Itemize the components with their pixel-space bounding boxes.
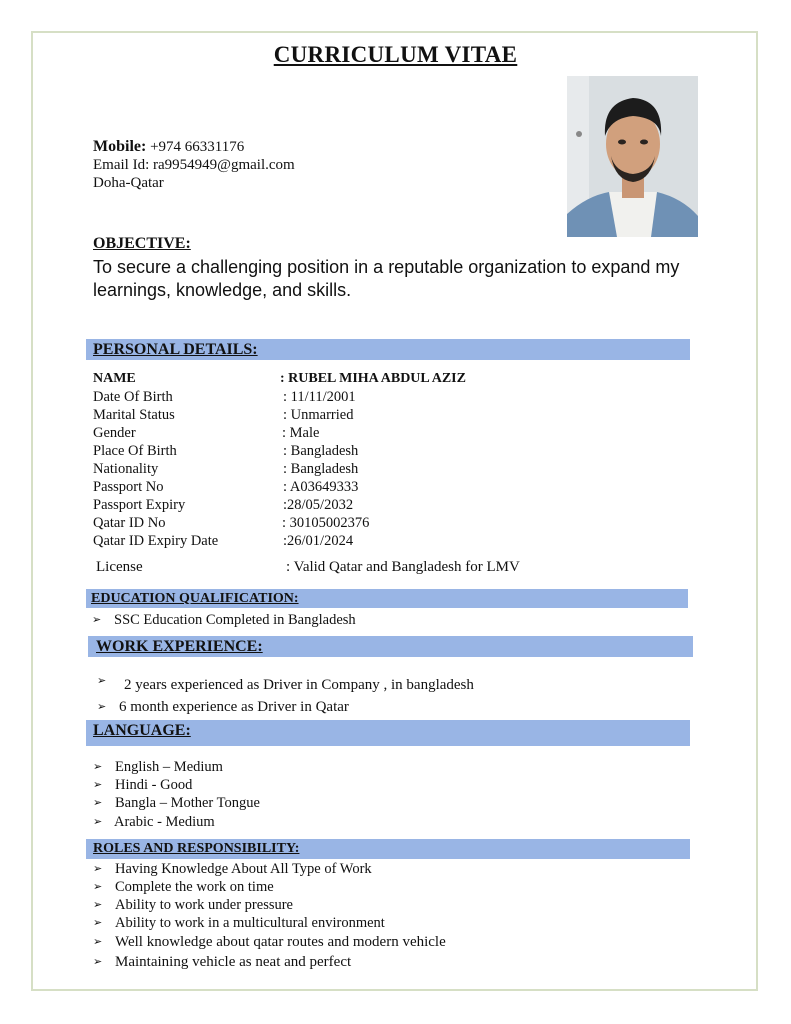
language-list	[93, 758, 260, 832]
bullet-arrow-icon: ➢	[93, 956, 103, 968]
objective-text: To secure a challenging position in a reputable organization to expand my learnings, knowledge, and skills.	[93, 257, 680, 300]
bullet-arrow-icon: ➢	[93, 779, 103, 791]
work-experience-heading: WORK EXPERIENCE:	[88, 636, 693, 657]
roles-list	[93, 860, 446, 972]
list-item: ➢ Maintaining vehicle as neat and perfect	[93, 954, 352, 970]
bullet-arrow-icon: ➢	[97, 675, 107, 687]
bullet-arrow-icon: ➢	[93, 899, 103, 911]
bullet-arrow-icon: ➢	[93, 917, 103, 929]
location: Doha-Qatar	[93, 175, 164, 191]
roles-heading: ROLES AND RESPONSIBILITY:	[86, 839, 690, 859]
education-list	[92, 611, 356, 629]
bullet-arrow-icon: ➢	[93, 936, 103, 948]
list-item: ➢ Hindi - Good	[93, 777, 193, 793]
bullet-arrow-icon: ➢	[93, 863, 103, 875]
work-experience-list	[97, 670, 474, 718]
personal-details-heading: PERSONAL DETAILS:	[86, 339, 690, 360]
list-item: ➢ SSC Education Completed in Bangladesh	[92, 612, 356, 628]
mobile-label: Mobile:	[93, 138, 147, 155]
bullet-arrow-icon: ➢	[93, 816, 103, 828]
list-item: ➢ Ability to work in a multicultural environment	[93, 915, 385, 931]
list-item: ➢ Complete the work on time	[93, 879, 274, 895]
list-item: ➢ Having Knowledge About All Type of Work	[93, 861, 372, 877]
email-line: Email Id: ra9954949@gmail.com	[93, 157, 295, 173]
list-item: ➢ Arabic - Medium	[93, 814, 215, 830]
mobile-value: +974 66331176	[150, 139, 245, 155]
profile-photo	[567, 76, 698, 237]
bullet-arrow-icon: ➢	[93, 881, 103, 893]
education-heading: EDUCATION QUALIFICATION:	[86, 589, 688, 608]
contact-block	[93, 138, 295, 192]
list-item: ➢ English – Medium	[93, 759, 223, 775]
language-heading: LANGUAGE:	[86, 720, 690, 746]
bullet-arrow-icon: ➢	[92, 614, 102, 626]
document-title: CURRICULUM VITAE	[273, 42, 518, 67]
list-item: ➢ 6 month experience as Driver in Qatar	[97, 696, 474, 718]
list-item: ➢ 2 years experienced as Driver in Company , in bangladesh	[97, 670, 474, 696]
list-item: ➢ Ability to work under pressure	[93, 897, 293, 913]
bullet-arrow-icon: ➢	[97, 701, 107, 713]
list-item: ➢ Bangla – Mother Tongue	[93, 795, 260, 811]
bullet-arrow-icon: ➢	[93, 761, 103, 773]
list-item: ➢ Well knowledge about qatar routes and modern vehicle	[93, 934, 446, 950]
bullet-arrow-icon: ➢	[93, 797, 103, 809]
objective-heading: OBJECTIVE:	[93, 235, 191, 252]
